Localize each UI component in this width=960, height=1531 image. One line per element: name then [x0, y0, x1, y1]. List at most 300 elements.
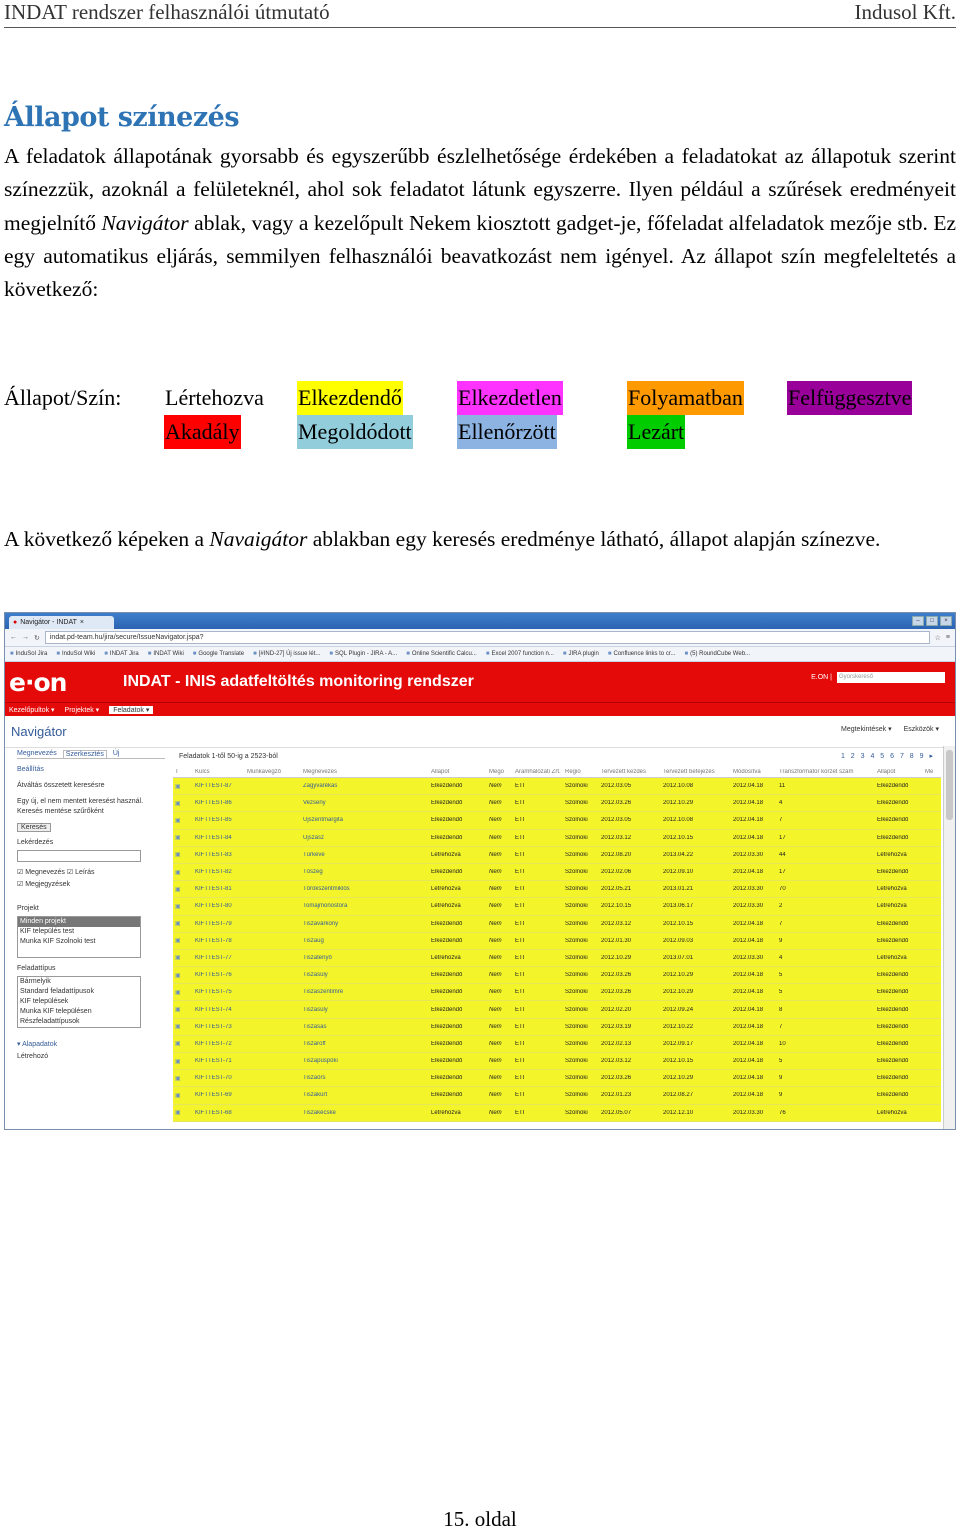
table-cell: Szolnoki — [565, 1040, 588, 1047]
table-cell: Szolnoki — [565, 869, 588, 876]
table-cell[interactable]: KIFTTEST-86 — [195, 800, 232, 807]
table-cell: 2012.04.18 — [733, 783, 764, 790]
table-cell: Szolnoki — [565, 972, 588, 979]
user-menu[interactable]: E.ON | — [811, 674, 832, 681]
table-cell: Nem — [489, 783, 502, 790]
shot-text-c: ablakban egy keresés eredménye látható, állapot alapján színezve. — [307, 527, 881, 551]
menu-item[interactable]: Kezelőpultok ▾ — [9, 706, 55, 714]
table-cell: 2012.02.20 — [601, 1006, 632, 1013]
results-panel — [173, 746, 941, 1129]
table-cell: 2013.01.21 — [663, 886, 694, 893]
table-cell: ETI — [515, 1040, 525, 1047]
type-option[interactable]: KIF települések — [20, 998, 69, 1005]
table-cell[interactable]: KIFTTEST-75 — [195, 989, 232, 996]
table-cell: 2012.04.18 — [733, 920, 764, 927]
table-cell: ETI — [515, 886, 525, 893]
table-cell: Elkezdendő — [877, 1092, 909, 1099]
bookmark-item[interactable]: ■ [#IND-27] Új issue lét... — [253, 651, 320, 657]
table-cell: Szolnoki — [565, 1075, 588, 1082]
page-header — [4, 0, 956, 28]
table-row[interactable] — [173, 898, 941, 915]
table-cell: 2012.04.18 — [733, 972, 764, 979]
table-cell: Elkezdendő — [877, 989, 909, 996]
column-header[interactable]: Állapot — [877, 768, 896, 775]
table-cell: 2012.10.29 — [663, 989, 694, 996]
table-cell: 4 — [779, 800, 783, 807]
company-name: Indusol Kft. — [854, 0, 956, 24]
table-cell: Elkezdendő — [431, 1023, 463, 1030]
issue-type-icon: ▣ — [175, 1007, 181, 1014]
table-cell: 2012.04.18 — [733, 800, 764, 807]
issue-type-label: Feladattípus — [17, 965, 56, 972]
table-cell: Elkezdendő — [877, 920, 909, 927]
creator-label: Létrehozó — [17, 1053, 49, 1060]
table-cell: Nem — [489, 1040, 502, 1047]
table-cell: 2012.03.12 — [601, 1058, 632, 1065]
bookmark-item[interactable]: ■ Excel 2007 function n... — [486, 651, 554, 657]
doc-title: INDAT rendszer felhasználói útmutató — [4, 0, 330, 24]
issue-type-icon: ▣ — [175, 852, 181, 859]
table-cell: Tószeg — [303, 869, 323, 876]
column-header[interactable]: Állapot — [431, 768, 450, 775]
minimize-icon[interactable]: – — [912, 616, 924, 626]
table-cell: 2012.05.21 — [601, 886, 632, 893]
table-row[interactable] — [173, 1070, 941, 1087]
table-cell: Elkezdendő — [877, 1075, 909, 1082]
column-header[interactable]: Megnevezés — [303, 768, 338, 775]
quick-search-input[interactable]: Gyorskereső — [837, 672, 945, 683]
table-cell: Vezseny — [303, 800, 326, 807]
column-header[interactable]: Transzformátor körzet szám — [779, 768, 854, 775]
table-cell: Szolnoki — [565, 817, 588, 824]
column-header[interactable]: Régió — [565, 768, 581, 775]
table-cell: 17 — [779, 869, 786, 876]
table-cell: Elkezdendő — [431, 817, 463, 824]
bookmark-item[interactable]: ■ Online Scientific Calcu... — [406, 651, 477, 657]
table-cell: 2012.10.15 — [663, 920, 694, 927]
reload-icon[interactable]: ↻ — [34, 634, 40, 642]
intro-text-c: ablak, vagy a kezelőpult Nekem kiosztott gadget-je, főfeladat alfeladatok mezője stb. Ez egy automatikus eljárás, semmilyen felhasználói beavatkozást nem igényel. Az állapot szín megfeleltetés a következő: — [4, 210, 956, 302]
table-cell: Szolnoki — [565, 954, 588, 961]
views-menu[interactable]: Megtekintések ▾ — [840, 726, 892, 733]
table-cell: Elkezdendő — [877, 869, 909, 876]
table-cell: Tiszaroff — [303, 1040, 326, 1047]
table-cell: Nem — [489, 1109, 502, 1116]
table-cell: 2012.10.29 — [601, 954, 632, 961]
table-cell: Nem — [489, 989, 502, 996]
star-icon[interactable]: ☆ — [934, 634, 941, 642]
table-cell[interactable]: KIFTTEST-79 — [195, 920, 232, 927]
bookmark-item[interactable]: ■ INDAT Jira — [104, 651, 138, 657]
table-cell: 2012.08.27 — [663, 1092, 694, 1099]
table-row[interactable] — [173, 950, 941, 967]
table-cell: 2013.06.17 — [663, 903, 694, 910]
issue-type-icon: ▣ — [175, 817, 181, 824]
table-row[interactable] — [173, 1053, 941, 1070]
table-cell: Tomajmonostora — [303, 903, 348, 910]
table-cell: 2012.10.15 — [663, 834, 694, 841]
table-cell: Nem — [489, 834, 502, 841]
table-header — [173, 766, 941, 778]
settings-link[interactable]: Beállítás — [17, 766, 44, 773]
table-cell: Tiszaörs — [303, 1075, 326, 1082]
table-cell: 5 — [779, 989, 783, 996]
status-legend-label: Állapot/Szín: — [4, 385, 122, 410]
table-cell: 2012.04.18 — [733, 1006, 764, 1013]
table-row[interactable] — [173, 984, 941, 1001]
table-cell[interactable]: KIFTTEST-83 — [195, 851, 232, 858]
table-cell: ETI — [515, 1075, 525, 1082]
table-cell: Türkeve — [303, 851, 325, 858]
scrollbar[interactable] — [943, 746, 955, 1129]
table-cell: Szolnoki — [565, 834, 588, 841]
table-cell: 2012.10.15 — [601, 903, 632, 910]
bookmark-item[interactable]: ■ JIRA plugin — [563, 651, 599, 657]
table-cell: Elkezdendő — [877, 1006, 909, 1013]
status-swatch: Ellenőrzött — [457, 415, 557, 449]
table-cell: 2012.03.12 — [601, 834, 632, 841]
table-cell: 2012.03.05 — [601, 783, 632, 790]
bookmark-item[interactable]: ■ (5) RoundCube Web... — [684, 651, 750, 657]
column-header[interactable]: T — [175, 768, 179, 775]
navigator-screenshot — [4, 612, 956, 1130]
project-option[interactable]: Munka KIF Szolnoki test — [20, 938, 96, 945]
table-cell: Nem — [489, 920, 502, 927]
column-header[interactable]: Módosítva — [733, 768, 761, 775]
table-cell[interactable]: KIFTTEST-74 — [195, 1006, 232, 1013]
shot-text-a: A következő képeken a — [4, 527, 210, 551]
tab-favicon-icon: ● — [13, 619, 18, 626]
table-cell: Szolnoki — [565, 989, 588, 996]
tab-edit[interactable]: Szerkesztés — [63, 750, 107, 758]
back-icon[interactable]: ← — [10, 634, 17, 641]
issue-type-icon: ▣ — [175, 886, 181, 893]
table-row[interactable] — [173, 1036, 941, 1053]
table-cell: Nem — [489, 817, 502, 824]
table-cell: Szolnoki — [565, 800, 588, 807]
table-cell: Nem — [489, 886, 502, 893]
table-cell: 17 — [779, 834, 786, 841]
column-header[interactable]: Tervezett befejezés — [663, 768, 715, 775]
table-row[interactable] — [173, 881, 941, 898]
table-cell: Nem — [489, 954, 502, 961]
status-swatch: Elkezdendő — [297, 381, 403, 415]
table-cell: 2012.10.29 — [663, 1075, 694, 1082]
eon-logo: e·on — [9, 667, 67, 697]
table-row[interactable] — [173, 864, 941, 881]
project-label: Projekt — [17, 905, 39, 912]
status-swatch: Megoldódott — [297, 415, 413, 449]
table-cell: 2012.04.18 — [733, 1075, 764, 1082]
bookmark-item[interactable]: ■ SQL Plugin - JIRA - A... — [329, 651, 397, 657]
issue-type-icon: ▣ — [175, 972, 181, 979]
table-cell: 7 — [779, 1023, 783, 1030]
table-cell: ETI — [515, 903, 525, 910]
table-cell: Tiszatenyő — [303, 954, 332, 961]
issue-type-icon: ▣ — [175, 1024, 181, 1031]
table-cell: 2012.09.10 — [663, 869, 694, 876]
table-cell[interactable]: KIFTTEST-76 — [195, 972, 232, 979]
table-cell: Szolnoki — [565, 783, 588, 790]
table-cell: 2012.08.20 — [601, 851, 632, 858]
table-cell: 2012.01.30 — [601, 937, 632, 944]
project-option[interactable]: Minden projekt — [18, 917, 140, 927]
table-cell: Létrehozva — [431, 954, 461, 961]
basic-data-section[interactable]: ▾ Alapadatok — [17, 1041, 58, 1048]
table-cell: Létrehozva — [431, 1109, 461, 1116]
type-option[interactable]: Bármelyik — [20, 978, 51, 985]
table-cell: 2012.10.08 — [663, 783, 694, 790]
table-cell: Létrehozva — [877, 886, 907, 893]
table-cell: 2012.04.18 — [733, 937, 764, 944]
table-cell: 7 — [779, 920, 783, 927]
table-cell[interactable]: KIFTTEST-68 — [195, 1109, 232, 1116]
issue-type-icon: ▣ — [175, 938, 181, 945]
issue-type-icon: ▣ — [175, 800, 181, 807]
url-input[interactable]: indat.pd-team.hu/jira/secure/IssueNavigator.jspa? — [45, 631, 930, 644]
status-swatch: Akadály — [164, 415, 241, 449]
table-cell[interactable]: KIFTTEST-84 — [195, 834, 232, 841]
table-row[interactable] — [173, 967, 941, 984]
table-cell: Szolnoki — [565, 903, 588, 910]
issue-type-icon: ▣ — [175, 1092, 181, 1099]
table-cell: Nem — [489, 851, 502, 858]
bookmark-item[interactable]: ■ InduSol Jira — [10, 651, 47, 657]
type-option[interactable]: Standard feladattípusok — [20, 988, 94, 995]
address-bar — [5, 629, 955, 647]
menu-icon[interactable]: ≡ — [945, 634, 950, 641]
scrollbar-thumb[interactable] — [946, 750, 953, 820]
table-cell: ETI — [515, 937, 525, 944]
table-cell: 2013.04.22 — [663, 851, 694, 858]
type-option[interactable]: Részfeladattípusok — [20, 1018, 80, 1025]
table-cell: Nem — [489, 972, 502, 979]
column-header[interactable]: Mego — [489, 768, 505, 775]
table-cell: Elkezdendő — [431, 937, 463, 944]
table-row[interactable] — [173, 1105, 941, 1122]
table-cell: 2012.03.26 — [601, 1075, 632, 1082]
close-window-icon[interactable]: × — [940, 616, 952, 626]
table-cell: ETI — [515, 1058, 525, 1065]
table-cell[interactable]: KIFTTEST-71 — [195, 1058, 232, 1065]
shot-text-navigator: Navaigátor — [209, 527, 308, 551]
table-cell: 2012.05.07 — [601, 1109, 632, 1116]
status-swatch: Folyamatban — [627, 381, 744, 415]
issue-type-icon: ▣ — [175, 903, 181, 910]
table-cell: 9 — [779, 937, 783, 944]
column-header[interactable]: Me — [925, 768, 933, 775]
maximize-icon[interactable]: □ — [926, 616, 938, 626]
table-cell[interactable]: KIFTTEST-77 — [195, 954, 232, 961]
project-option[interactable]: KIF település test — [20, 928, 75, 935]
issue-type-icon: ▣ — [175, 1075, 181, 1082]
table-cell: 2012.10.22 — [663, 1023, 694, 1030]
table-cell: Tiszasüly — [303, 972, 328, 979]
table-cell: Elkezdendő — [431, 972, 463, 979]
table-row[interactable] — [173, 830, 941, 847]
column-header[interactable]: Munkavégző — [247, 768, 282, 775]
search-field-checks[interactable]: ☑ Megnevezés ☑ Leírás — [17, 869, 95, 876]
issue-type-icon: ▣ — [175, 921, 181, 928]
table-cell: Létrehozva — [431, 886, 461, 893]
column-header[interactable]: Kulcs — [195, 768, 210, 775]
table-row[interactable] — [173, 1019, 941, 1036]
table-cell[interactable]: KIFTTEST-80 — [195, 903, 232, 910]
status-swatch: Felfüggesztve — [787, 381, 912, 415]
table-cell: Elkezdendő — [431, 1075, 463, 1082]
issue-type-icon: ▣ — [175, 783, 181, 790]
table-cell: ETI — [515, 800, 525, 807]
issue-type-icon: ▣ — [175, 869, 181, 876]
table-row[interactable] — [173, 847, 941, 864]
menu-item[interactable]: Projektek ▾ — [64, 706, 100, 714]
table-cell: Elkezdendő — [431, 800, 463, 807]
browser-tab[interactable] — [9, 616, 114, 629]
page-number: 15. oldal — [443, 1507, 517, 1531]
table-cell: 2012.04.18 — [733, 817, 764, 824]
table-cell: 2012.03.26 — [601, 989, 632, 996]
table-cell: 2012.03.12 — [601, 920, 632, 927]
table-cell: ETI — [515, 834, 525, 841]
table-cell: ETI — [515, 920, 525, 927]
table-cell: Szolnoki — [565, 1058, 588, 1065]
section-title: Állapot színezés — [4, 102, 240, 133]
table-cell: 11 — [779, 783, 786, 790]
table-cell: Tiszasüly — [303, 1006, 328, 1013]
table-cell: 2012.09.03 — [663, 937, 694, 944]
table-cell: Nem — [489, 1092, 502, 1099]
table-cell[interactable]: KIFTTEST-87 — [195, 783, 232, 790]
table-row[interactable] — [173, 812, 941, 829]
search-button[interactable]: Keresés — [17, 823, 51, 832]
app-header — [5, 662, 955, 702]
advanced-search-link[interactable]: Átváltás összetett keresésre — [17, 782, 105, 789]
table-cell: 2012.04.18 — [733, 989, 764, 996]
column-header[interactable]: Tervezett kezdés — [601, 768, 647, 775]
table-cell: Létrehozva — [431, 851, 461, 858]
table-cell: ETI — [515, 1006, 525, 1013]
table-cell: ETI — [515, 783, 525, 790]
tab-close-icon[interactable]: × — [79, 619, 84, 626]
window-controls — [912, 616, 955, 626]
table-cell: Létrehozva — [877, 954, 907, 961]
table-cell: Zagyvarékas — [303, 783, 338, 790]
tab-title: Navigátor - INDAT — [20, 619, 77, 626]
status-swatch: Lezárt — [627, 415, 685, 449]
query-input[interactable] — [17, 850, 141, 862]
table-cell[interactable]: KIFTTEST-85 — [195, 817, 232, 824]
table-cell: ETI — [515, 1023, 525, 1030]
table-row[interactable] — [173, 778, 941, 795]
table-cell: Újszentmargita — [303, 817, 344, 824]
tools-menu[interactable]: Eszközök ▾ — [903, 726, 939, 733]
browser-titlebar — [5, 613, 955, 629]
intro-paragraph — [4, 140, 956, 306]
table-cell: Elkezdendő — [877, 1058, 909, 1065]
table-cell: 2012.04.18 — [733, 869, 764, 876]
table-cell: Tiszapüspöki — [303, 1058, 338, 1065]
forward-icon[interactable]: → — [22, 634, 29, 641]
table-cell: Szolnoki — [565, 937, 588, 944]
table-cell: 2 — [779, 903, 783, 910]
bookmark-item[interactable]: ■ Confluence links to cr... — [608, 651, 676, 657]
table-cell: 2012.04.18 — [733, 1092, 764, 1099]
menu-item[interactable]: Feladatok ▾ — [109, 706, 153, 714]
quick-search — [811, 672, 945, 683]
issue-type-listbox[interactable] — [17, 976, 141, 1028]
table-cell: 2012.09.24 — [663, 1006, 694, 1013]
table-cell: Szolnoki — [565, 886, 588, 893]
table-cell[interactable]: KIFTTEST-70 — [195, 1075, 232, 1082]
project-listbox[interactable] — [17, 916, 141, 958]
table-cell: ETI — [515, 972, 525, 979]
table-cell: 2012.03.26 — [601, 800, 632, 807]
table-cell: 2012.02.13 — [601, 1040, 632, 1047]
column-header[interactable]: Áramhálózati Zrt. — [515, 768, 561, 775]
table-cell: Szolnoki — [565, 920, 588, 927]
tab-summary[interactable]: Megnevezés — [17, 750, 57, 757]
results-header — [173, 746, 941, 766]
bookmark-item[interactable]: ■ INDAT Wiki — [148, 651, 184, 657]
type-option[interactable]: Munka KIF településen — [20, 1008, 92, 1015]
table-cell: 2012.01.23 — [601, 1092, 632, 1099]
table-cell: ETI — [515, 954, 525, 961]
table-row[interactable] — [173, 1087, 941, 1104]
table-cell: 2012.03.26 — [601, 972, 632, 979]
issue-type-icon: ▣ — [175, 989, 181, 996]
issue-type-icon: ▣ — [175, 1110, 181, 1117]
table-cell: Nem — [489, 800, 502, 807]
table-cell: Elkezdendő — [431, 1040, 463, 1047]
table-row[interactable] — [173, 916, 941, 933]
table-cell[interactable]: KIFTTEST-82 — [195, 869, 232, 876]
table-cell[interactable]: KIFTTEST-78 — [195, 937, 232, 944]
table-cell: Tiszakürt — [303, 1092, 328, 1099]
table-cell: 2012.03.30 — [733, 886, 764, 893]
table-cell: Szolnoki — [565, 1023, 588, 1030]
table-cell: Tiszavárkony — [303, 920, 339, 927]
table-row[interactable] — [173, 795, 941, 812]
table-cell: 2012.12.10 — [663, 1109, 694, 1116]
table-cell: 5 — [779, 1058, 783, 1065]
bookmarks-bar — [5, 647, 955, 662]
table-cell: Elkezdendő — [877, 783, 909, 790]
bookmark-item[interactable]: ■ Google Translate — [193, 651, 244, 657]
table-cell: 2012.10.08 — [663, 817, 694, 824]
table-cell: ETI — [515, 1092, 525, 1099]
table-cell: 2012.03.30 — [733, 903, 764, 910]
table-cell: Nem — [489, 903, 502, 910]
comments-check[interactable]: ☑ Megjegyzések — [17, 881, 70, 888]
tab-new[interactable]: Új — [112, 750, 120, 757]
table-cell[interactable]: KIFTTEST-73 — [195, 1023, 232, 1030]
table-cell: Elkezdendő — [877, 972, 909, 979]
table-cell: Szolnoki — [565, 1109, 588, 1116]
status-swatch: Elkezdetlen — [457, 381, 563, 415]
pager[interactable]: 1 2 3 4 5 6 7 8 9 ▸ — [840, 753, 935, 760]
table-cell[interactable]: KIFTTEST-69 — [195, 1092, 232, 1099]
table-body — [173, 778, 941, 1122]
table-cell: Elkezdendő — [431, 989, 463, 996]
table-cell: 2012.10.29 — [663, 800, 694, 807]
bookmark-item[interactable]: ■ InduSol Wiki — [56, 651, 95, 657]
table-cell[interactable]: KIFTTEST-72 — [195, 1040, 232, 1047]
table-cell[interactable]: KIFTTEST-81 — [195, 886, 232, 893]
table-row[interactable] — [173, 933, 941, 950]
table-row[interactable] — [173, 1001, 941, 1018]
table-cell: Tiszaug — [303, 937, 324, 944]
table-cell: ETI — [515, 1109, 525, 1116]
